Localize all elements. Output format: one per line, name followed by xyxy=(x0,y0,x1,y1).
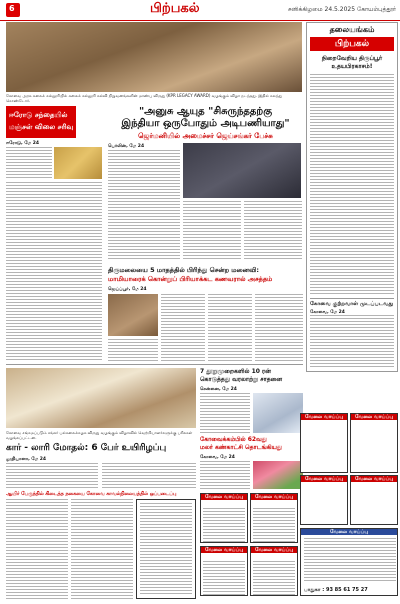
mid-body-col1 xyxy=(161,294,205,362)
classified-5: வேலை வாய்ப்பு xyxy=(300,475,348,525)
awards-caption: கோவை சங்கமப்படும் சங்கர் பல்கலைக்கழக விருது வழங்கும் விழாவில் வெற்றியாளர்களுக்கு பரிசுகள் வழங்கப்பட்டன. xyxy=(6,430,193,440)
editorial-paper: பிற்பகல் xyxy=(310,37,394,51)
accident-body-4 xyxy=(71,499,133,599)
awards-photo xyxy=(6,368,196,428)
lead-body-col3 xyxy=(244,201,302,260)
kovai-box-title: கோவை குற்றவாள் முடப்படவது xyxy=(310,301,394,307)
masthead-date: சனிக்கிழமை 24.5.2025 கோயம்புத்தூர் xyxy=(288,6,396,13)
editorial-label: தலையங்கம் xyxy=(329,25,375,34)
classified-lines-2 xyxy=(253,508,295,543)
classified-lines-4 xyxy=(253,561,295,596)
accident-body-2 xyxy=(102,463,196,489)
classified-3: வேலை வாய்ப்பு xyxy=(300,413,348,473)
erode-body-2 xyxy=(6,182,102,362)
page-number: 6 xyxy=(9,4,15,13)
classified-2: வேலை வாய்ப்பு xyxy=(250,493,298,543)
flower-show-body xyxy=(200,461,250,489)
mid-dateline: ஜெய்ப்பூர், மே 24 xyxy=(108,287,147,292)
turmeric-photo xyxy=(54,147,102,179)
classified-lines-1 xyxy=(203,508,245,543)
accident-body-3 xyxy=(6,499,68,599)
top-photo-caption: கோவை அரசு கலைக் கல்லூரியில் கலைக் கல்லூரி கல்வி நிறுவனங்களின் மாண்பு விருது (KPR LEGACY AWARD) வழங்கும் விழா நடந்தது. இதில் கலந்து கொண்டோர். xyxy=(6,93,282,103)
classified-1: வேலை வாய்ப்பு xyxy=(200,493,248,543)
kovai-box-dateline: கோவை, மே 24 xyxy=(310,310,345,315)
mid-body-col3 xyxy=(255,294,303,362)
lead-kicker: "அனுசு ஆயுத "சிசுருந்ததற்கு xyxy=(138,106,273,117)
erode-dateline: ஈரோடு, மே 24 xyxy=(6,141,39,146)
flower-show-photo xyxy=(253,461,303,489)
classified-4: வேலை வாய்ப்பு xyxy=(350,413,398,473)
lead-body-col2 xyxy=(183,201,241,260)
masthead-title: பிற்பகல் xyxy=(150,1,200,16)
flower-show-dateline: கோவை, மே 24 xyxy=(200,455,235,460)
lead-headline xyxy=(108,106,303,130)
editorial-body xyxy=(310,74,394,294)
accident-dateline: லூதியானா, மே 24 xyxy=(6,457,47,462)
jaishankar-photo xyxy=(183,143,301,198)
editorial-headline: நிறைவேறிய திருப்பூர் உதயபிரகாசம்! xyxy=(321,55,383,70)
classified-6: வேலை வாய்ப்பு xyxy=(350,475,398,525)
lead-dateline: பெர்லின், மே 24 xyxy=(108,144,145,149)
small-ad-text xyxy=(140,503,192,595)
accident-headline: கார் - லாரி மோதல்: 6 பேர் உயிரிழப்பு xyxy=(6,443,167,453)
cricket-body xyxy=(200,393,250,433)
classified-7: வேலை வாய்ப்பு xyxy=(200,546,248,596)
accident-subhead: ஆயிர் பேருந்தில் கிடைத்த நகையை கோவை காவல்நிலையத்தில் ஒப்படைப்பு xyxy=(6,492,177,497)
mid-photo xyxy=(108,294,158,336)
cricket-headline: 7 தூறுமுறைகளில் 10 ரன் கொடுத்தது வரலாற்று சாதனை xyxy=(200,368,283,383)
mid-body-col0 xyxy=(108,339,158,362)
accident-body-1 xyxy=(6,463,98,489)
mid-rule xyxy=(6,364,303,365)
erode-body xyxy=(6,147,52,179)
classified-8: வேலை வாய்ப்பு xyxy=(250,546,298,596)
mid-headline: திருமலையை 5 மாதத்தில் பிரிந்து சென்ற மனைவி: மாமியாரைக் கொன்றுப் பிரியாக்கட கணவரால் அசத்தம் xyxy=(108,266,273,283)
lead-subhead: ஜெர்மனியில் அமைச்சர் ஜெய்சங்கர் பேச்சு xyxy=(138,132,273,140)
mid-body-col2 xyxy=(208,294,252,362)
classified-phone: பாதுகா : 93 85 61 75 27 xyxy=(304,587,368,593)
flower-show-headline: கோவைக்கம்பில் 62வது மலர் கண்காட்சி தொடங்கியது xyxy=(200,436,283,451)
erode-headline: ஈரோடு சந்தையில் மஞ்சள் விலை சரிவு xyxy=(9,111,74,131)
top-group-photo xyxy=(6,22,302,92)
cricket-dateline: சென்னை, மே 24 xyxy=(200,387,237,392)
lead-body-col1 xyxy=(108,150,180,260)
classified-9: வேலை வாய்ப்பு பாதுகா : 93 85 61 75 27 xyxy=(300,528,398,596)
classified-lines-3 xyxy=(203,561,245,596)
cricket-photo xyxy=(253,393,303,433)
lead-title: இந்தியா ஒருபோதும் அடிபணியாது" xyxy=(121,118,290,129)
kovai-box-body xyxy=(310,315,394,369)
editorial-rule xyxy=(310,298,394,299)
